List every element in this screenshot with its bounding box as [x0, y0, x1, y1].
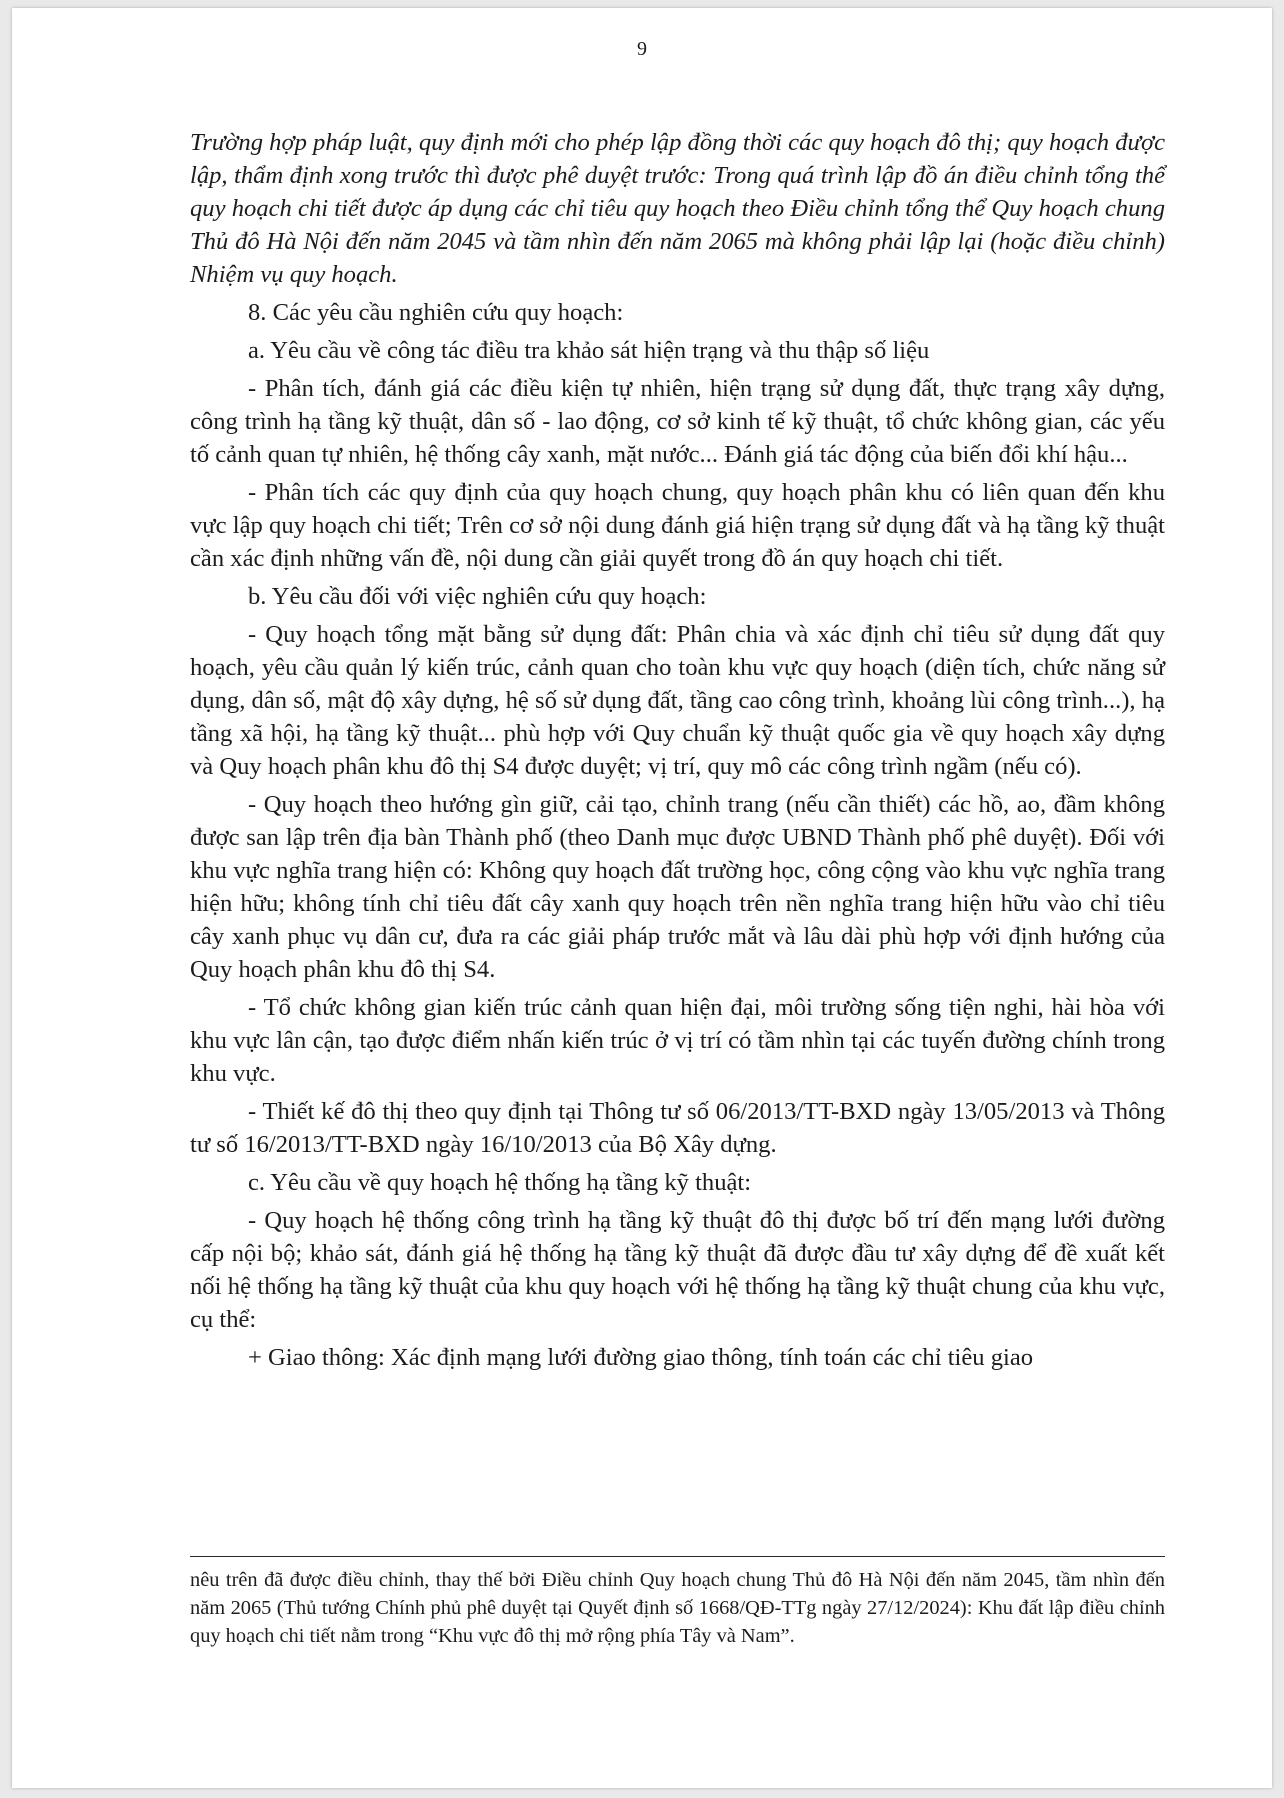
paragraph-legal-provision: Trường hợp pháp luật, quy định mới cho phép lập đồng thời các quy hoạch đô thị; quy hoạch được lập, thẩm định xong trước thì được phê duyệt trước: Trong quá trình lập đồ án điều chỉnh tổng thể quy hoạch chi tiết được áp dụng các chỉ tiêu quy hoạch theo Điều chỉnh tổng thể Quy hoạch chung Thủ đô Hà Nội đến năm 2045 và tầm nhìn đến năm 2065 mà không phải lập lại (hoặc điều chỉnh) Nhiệm vụ quy hoạch.: [190, 129, 1165, 288]
heading-section-8: 8. Các yêu cầu nghiên cứu quy hoạch:: [248, 299, 624, 326]
paragraph-transport: + Giao thông: Xác định mạng lưới đường giao thông, tính toán các chỉ tiêu giao: [248, 1344, 1034, 1371]
paragraph-landscape: - Tổ chức không gian kiến trúc cảnh quan hiện đại, môi trường sống tiện nghi, hài hòa với khu vực lân cận, tạo được điểm nhấn kiến trúc ở vị trí có tầm nhìn tại các tuyến đường chính trong khu vực.: [190, 994, 1165, 1087]
footnote: [190, 1566, 1165, 1650]
subheading-c: c. Yêu cầu về quy hoạch hệ thống hạ tầng kỹ thuật:: [248, 1169, 752, 1196]
paragraph-survey-analysis: - Phân tích, đánh giá các điều kiện tự nhiên, hiện trạng sử dụng đất, thực trạng xây dựng, công trình hạ tầng kỹ thuật, dân số - lao động, cơ sở kinh tế kỹ thuật, tổ chức không gian, các yếu tố cảnh quan tự nhiên, hệ thống cây xanh, mặt nước... Đánh giá tác động của biến đổi khí hậu...: [190, 375, 1165, 468]
subheading-a: a. Yêu cầu về công tác điều tra khảo sát hiện trạng và thu thập số liệu: [248, 337, 930, 364]
paragraph-land-use: - Quy hoạch tổng mặt bằng sử dụng đất: Phân chia và xác định chỉ tiêu sử dụng đất quy hoạch, yêu cầu quản lý kiến trúc, cảnh quan cho toàn khu vực quy hoạch (diện tích, chức năng sử dụng, dân số, mật độ xây dựng, hệ số sử dụng đất, tầng cao công trình, khoảng lùi công trình...), hạ tầng xã hội, hạ tầng kỹ thuật... phù hợp với Quy chuẩn kỹ thuật quốc gia về quy hoạch xây dựng và Quy hoạch phân khu đô thị S4 được duyệt; vị trí, quy mô các công trình ngầm (nếu có).: [190, 621, 1165, 780]
page-number: 9: [637, 38, 647, 60]
paragraph-urban-design: - Thiết kế đô thị theo quy định tại Thông tư số 06/2013/TT-BXD ngày 13/05/2013 và Thông tư số 16/2013/TT-BXD ngày 16/10/2013 của Bộ Xây dựng.: [190, 1098, 1165, 1158]
footnote-text: nêu trên đã được điều chỉnh, thay thế bởi Điều chỉnh Quy hoạch chung Thủ đô Hà Nội đến năm 2045, tầm nhìn đến năm 2065 (Thủ tướng Chính phủ phê duyệt tại Quyết định số 1668/QĐ-TTg ngày 27/12/2024): Khu đất lập điều chỉnh quy hoạch chi tiết nằm trong “Khu vực đô thị mở rộng phía Tây và Nam”.: [190, 1569, 1165, 1647]
document-page: [12, 8, 1272, 1788]
paragraph-planning-regulations: - Phân tích các quy định của quy hoạch chung, quy hoạch phân khu có liên quan đến khu vực lập quy hoạch chi tiết; Trên cơ sở nội dung đánh giá hiện trạng sử dụng đất và hạ tầng kỹ thuật cần xác định những vấn đề, nội dung cần giải quyết trong đồ án quy hoạch chi tiết.: [190, 479, 1165, 572]
paragraph-lakes-cemetery: - Quy hoạch theo hướng gìn giữ, cải tạo, chỉnh trang (nếu cần thiết) các hồ, ao, đầm không được san lập trên địa bàn Thành phố (theo Danh mục được UBND Thành phố phê duyệt). Đối với khu vực nghĩa trang hiện có: Không quy hoạch đất trường học, công cộng vào khu vực nghĩa trang hiện hữu; không tính chỉ tiêu đất cây xanh quy hoạch trên nền nghĩa trang hiện hữu vào chỉ tiêu cây xanh phục vụ dân cư, đưa ra các giải pháp trước mắt và lâu dài phù hợp với định hướng của Quy hoạch phân khu đô thị S4.: [190, 791, 1165, 983]
subheading-b: b. Yêu cầu đối với việc nghiên cứu quy hoạch:: [248, 583, 707, 610]
paragraph-infrastructure: - Quy hoạch hệ thống công trình hạ tầng kỹ thuật đô thị được bố trí đến mạng lưới đường cấp nội bộ; khảo sát, đánh giá hệ thống hạ tầng kỹ thuật đã được đầu tư xây dựng để đề xuất kết nối hệ thống hạ tầng kỹ thuật của khu quy hoạch với hệ thống hạ tầng kỹ thuật chung của khu vực, cụ thể:: [190, 1207, 1165, 1333]
footnote-divider: [190, 1556, 1165, 1557]
body-text: [190, 126, 1165, 1379]
